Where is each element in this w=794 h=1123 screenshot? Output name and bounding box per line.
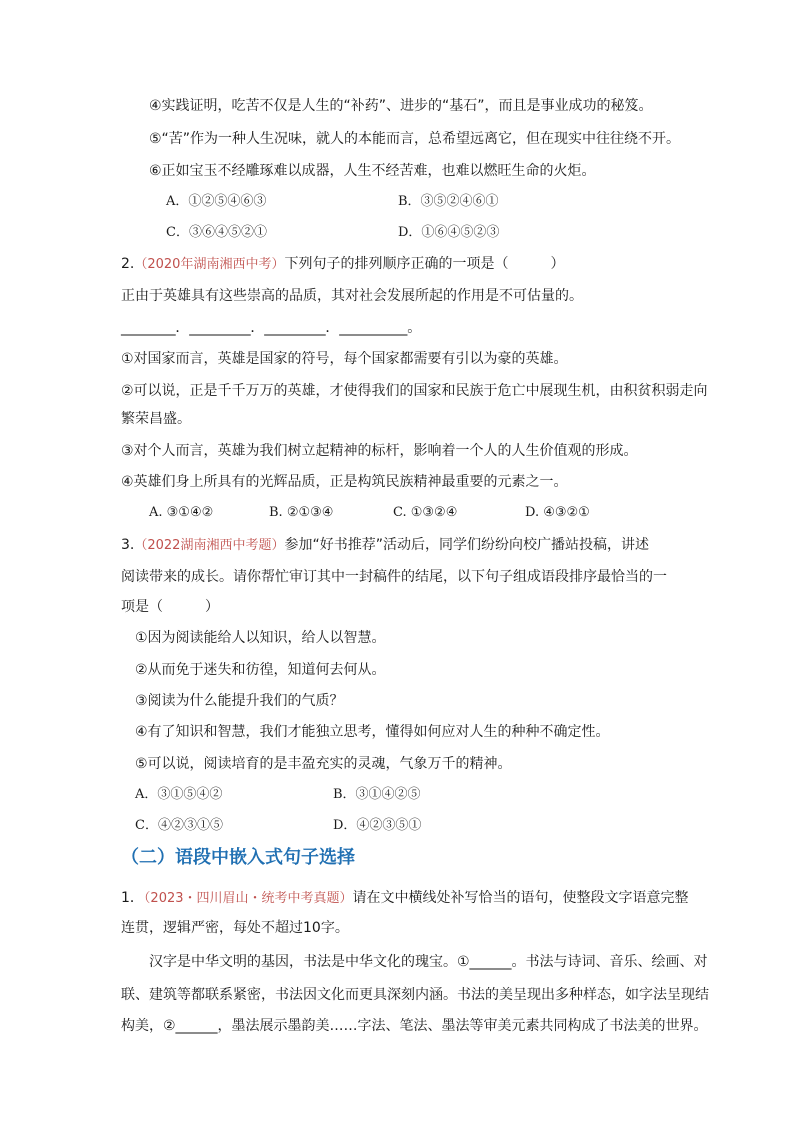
q2-stem: 下列句子的排列顺序正确的一项是（ ）	[284, 256, 565, 272]
q4-number: 1．	[121, 890, 144, 906]
q2-sentence-4: ④英雄们身上所具有的光辉品质，正是构筑民族精神最重要的元素之一。	[121, 474, 568, 490]
q3-option-a: A．③①⑤④②	[135, 787, 223, 802]
q1-sentence-5: ⑤“苦”作为一种人生况味，就人的本能而言，总希望远离它，但在现实中往往绕不开。	[149, 131, 681, 147]
q1-option-b: B．③⑤②④⑥①	[398, 194, 499, 209]
q3-sentence-5: ⑤可以说，阅读培育的是丰盈充实的灵魂，气象万千的精神。	[135, 756, 512, 772]
q4-stem-line-1	[121, 888, 689, 909]
q3-option-c: C．④②③①⑤	[135, 818, 223, 833]
q3-option-d: D．④②③⑤①	[333, 818, 422, 833]
q3-sentence-3: ③阅读为什么能提升我们的气质？	[135, 693, 344, 709]
q2-option-a: A. ③①④②	[149, 505, 214, 520]
q4-passage-line-3: 构美，②______，墨法展示墨韵美……字法、笔法、墨法等审美元素共同构成了书法美的世界。	[121, 1018, 708, 1034]
q4-source: （2023・四川眉山・统考中考真题）	[143, 891, 353, 906]
q2-option-c: C. ①③②④	[393, 505, 458, 520]
q2-source: （2020年湖南湘西中考）	[134, 257, 285, 272]
q1-option-a: A．①②⑤④⑥③	[166, 194, 267, 209]
section-heading: （二）语段中嵌入式句子选择	[121, 847, 355, 868]
q2-lead: 正由于英雄具有这些崇高的品质，其对社会发展所起的作用是不可估量的。	[121, 288, 583, 304]
q1-sentence-6: ⑥正如宝玉不经雕琢难以成器，人生不经苦难，也难以燃旺生命的火炬。	[149, 163, 596, 179]
q3-sentence-1: ①因为阅读能给人以知识，给人以智慧。	[135, 630, 386, 646]
q1-option-d: D．①⑥④⑤②③	[398, 225, 500, 240]
q4-stem-line-2: 连贯，逻辑严密，每处不超过10字。	[121, 920, 349, 936]
q3-sentence-2: ②从而免于迷失和彷徨，知道何去何从。	[135, 662, 386, 678]
q3-source: （2022湖南湘西中考题）	[134, 538, 285, 553]
q4-passage-line-1: 汉字是中华文明的基因，书法是中华文化的瑰宝。①______。书法与诗词、音乐、绘画、对	[149, 954, 708, 970]
q2-blanks: ________．_________．_________．__________。	[121, 320, 421, 336]
q3-stem-1: 参加“好书推荐”活动后，同学们纷纷向校广播站投稿，讲述	[284, 537, 649, 553]
q3-stem-line-3: 项是（ ）	[121, 599, 219, 615]
q1-option-c: C．③⑥④⑤②①	[166, 225, 267, 240]
q2-option-b: B. ②①③④	[269, 505, 334, 520]
q4-passage-line-2: 联、建筑等都联系紧密，书法因文化而更具深刻内涵。书法的美呈现出多种样态，如字法呈现结	[121, 987, 709, 1003]
q3-number: 3.	[121, 537, 135, 553]
q2-sentence-2b: 繁荣昌盛。	[121, 411, 191, 427]
q3-stem-line-1	[121, 535, 649, 556]
q2-sentence-3: ③对个人而言，英雄为我们树立起精神的标杆，影响着一个人的人生价值观的形成。	[121, 443, 638, 459]
q2-sentence-2a: ②可以说，正是千千万万的英雄，才使得我们的国家和民族于危亡中展现生机，由积贫积弱走向	[121, 383, 708, 399]
q2-option-d: D. ④③②①	[525, 505, 590, 520]
q3-sentence-4: ④有了知识和智慧，我们才能独立思考，懂得如何应对人生的种种不确定性。	[135, 724, 610, 740]
q1-sentence-4: ④实践证明，吃苦不仅是人生的“补药”、进步的“基石”，而且是事业成功的秘笈。	[149, 98, 653, 114]
q2-sentence-1: ①对国家而言，英雄是国家的符号，每个国家都需要有引以为豪的英雄。	[121, 351, 568, 367]
q2-stem-line	[121, 254, 564, 275]
q3-option-b: B．③①④②⑤	[333, 787, 421, 802]
q4-stem-1: 请在文中横线处补写恰当的语句，使整段文字语意完整	[352, 890, 689, 906]
q3-stem-line-2: 阅读带来的成长。请你帮忙审订其中一封稿件的结尾，以下句子组成语段排序最恰当的一	[121, 569, 667, 585]
q2-number: 2.	[121, 256, 135, 272]
